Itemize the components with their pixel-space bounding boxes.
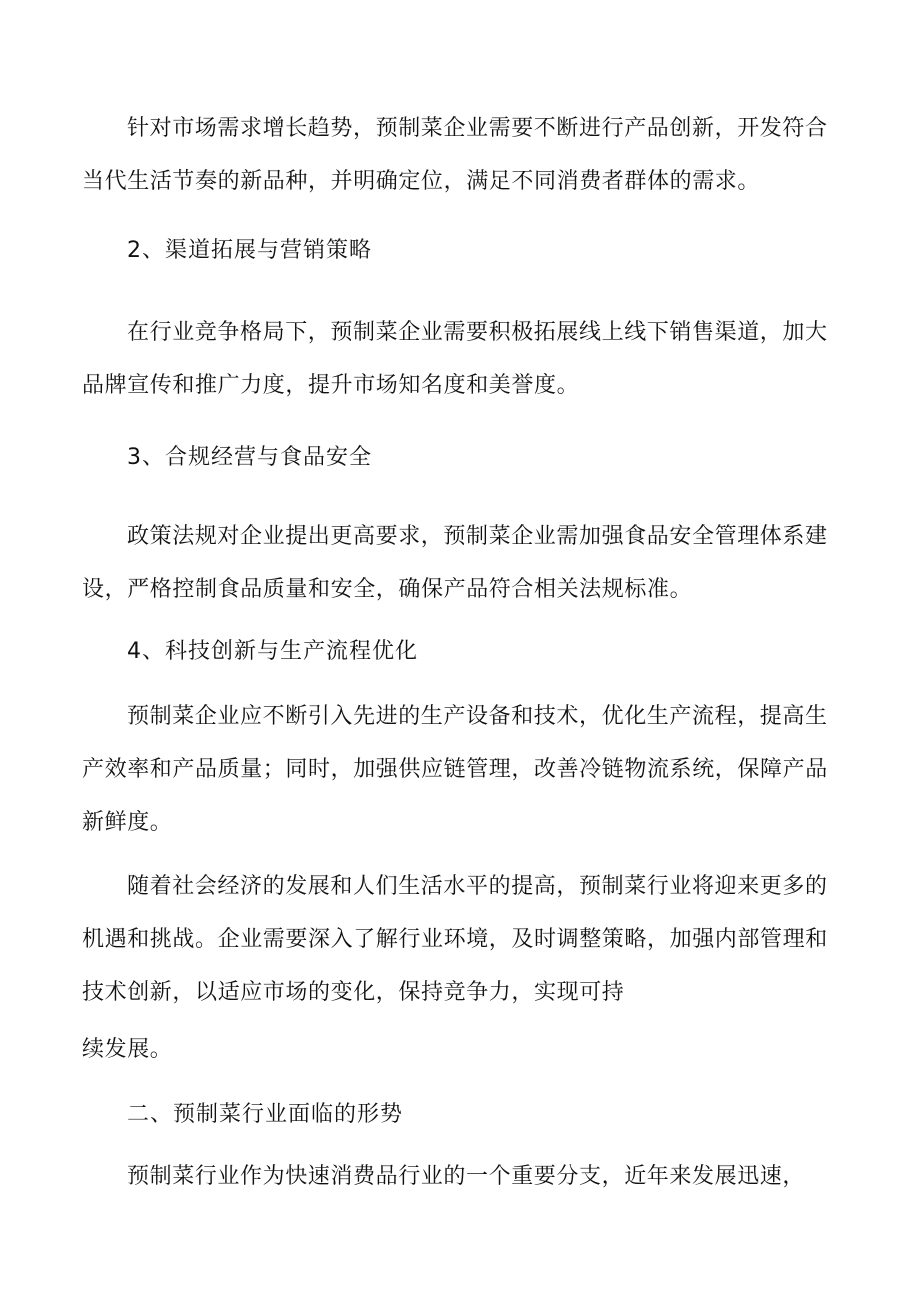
paragraph-outlook-line-3: 技术创新，以适应市场的变化，保持竞争力，实现可持 (82, 980, 625, 1005)
paragraph-tech-line-2: 产效率和产品质量；同时，加强供应链管理，改善冷链物流系统，保障产品 (82, 757, 828, 782)
paragraph-industry-line-1: 预制菜行业作为快速消费品行业的一个重要分支，近年来发展迅速， (127, 1164, 806, 1189)
paragraph-channel-line-1: 在行业竞争格局下，预制菜企业需要积极拓展线上线下销售渠道，加大 (127, 320, 828, 345)
paragraph-outlook-line-2: 机遇和挑战。企业需要深入了解行业环境，及时调整策略，加强内部管理和 (82, 927, 828, 952)
paragraph-compliance-line-1: 政策法规对企业提出更高要求，预制菜企业需加强食品安全管理体系建 (127, 524, 828, 549)
paragraph-outlook-line-1: 随着社会经济的发展和人们生活水平的提高，预制菜行业将迎来更多的 (127, 874, 828, 899)
heading-compliance-food-safety: 3、合规经营与食品安全 (127, 445, 372, 470)
section-heading-industry-situation: 二、预制菜行业面临的形势 (127, 1102, 404, 1127)
paragraph-market-demand-line-2: 当代生活节奏的新品种，并明确定位，满足不同消费者群体的需求。 (82, 169, 761, 194)
paragraph-compliance-line-2: 设，严格控制食品质量和安全，确保产品符合相关法规标准。 (82, 577, 693, 602)
paragraph-tech-line-1: 预制菜企业应不断引入先进的生产设备和技术，优化生产流程，提高生 (127, 704, 828, 729)
paragraph-market-demand-line-1: 针对市场需求增长趋势，预制菜企业需要不断进行产品创新，开发符合 (127, 116, 828, 141)
heading-channel-expansion: 2、渠道拓展与营销策略 (127, 238, 372, 263)
heading-tech-innovation: 4、科技创新与生产流程优化 (127, 639, 418, 664)
paragraph-outlook-line-4: 续发展。 (82, 1037, 173, 1062)
paragraph-tech-line-3: 新鲜度。 (82, 810, 173, 835)
paragraph-channel-line-2: 品牌宣传和推广力度，提升市场知名度和美誉度。 (82, 373, 580, 398)
